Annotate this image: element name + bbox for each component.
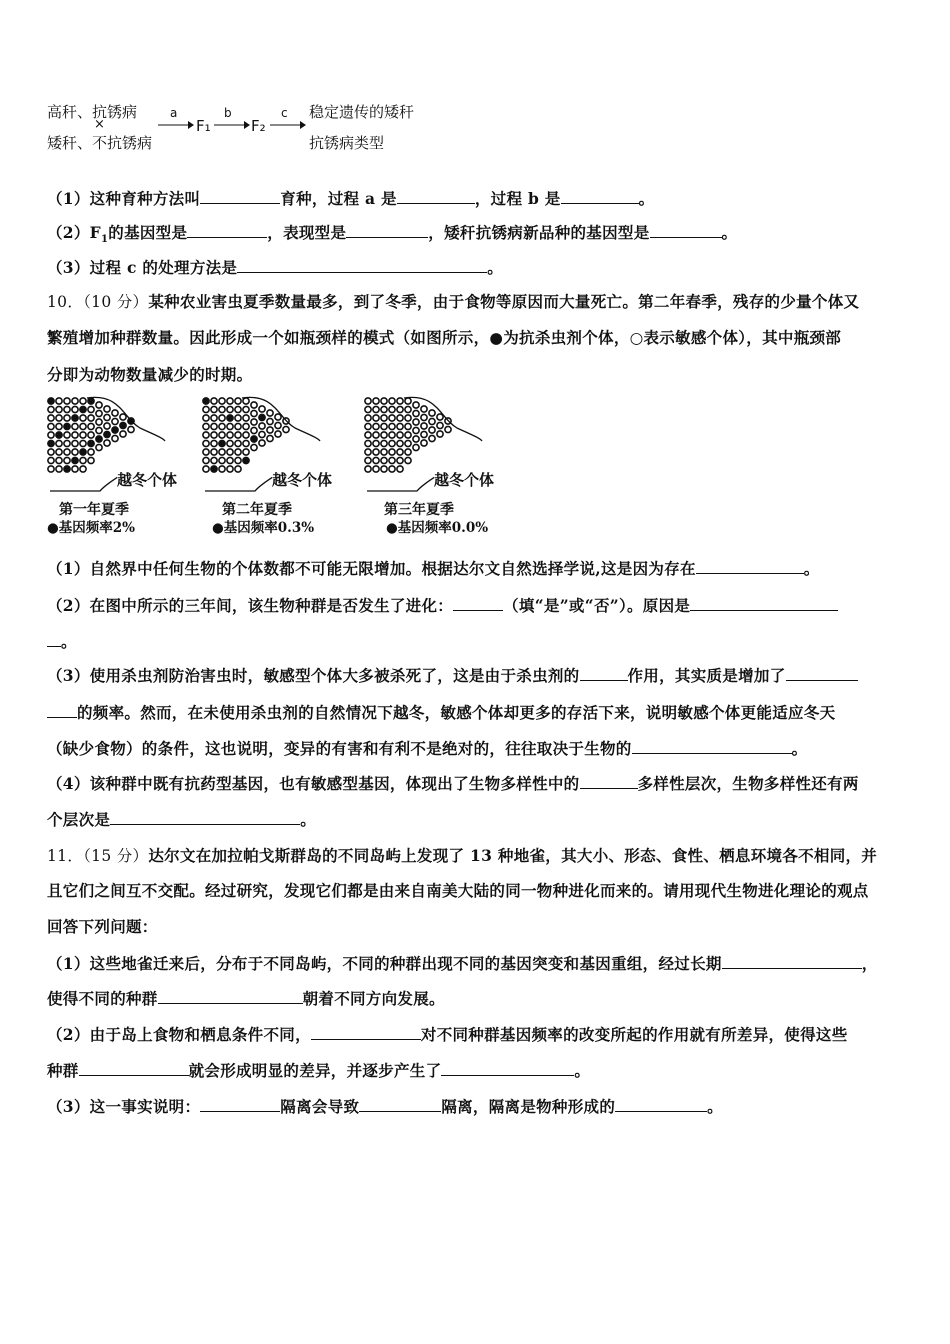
individual-dot — [243, 415, 249, 421]
individual-dot — [72, 415, 78, 421]
individual-dot — [275, 414, 281, 420]
individual-dot — [112, 435, 118, 441]
individual-dot — [219, 398, 225, 404]
individual-dot — [437, 422, 443, 428]
individual-dot — [56, 406, 62, 412]
individual-dot — [437, 431, 443, 437]
q10-part-3: （3）使用杀虫剂防治害虫时，敏感型个体大多被杀死了，这是由于杀虫剂的 作用，其实质是增加了 — [47, 664, 858, 686]
individual-dot — [227, 398, 233, 404]
individual-dot — [48, 406, 54, 412]
individual-dot — [120, 431, 126, 437]
individual-dot — [48, 398, 54, 404]
q11-part-1-cont: 使得不同的种群 朝着不同方向发展。 — [47, 989, 445, 1008]
individual-dot — [381, 440, 387, 446]
individual-dot — [413, 427, 419, 433]
individual-dot — [405, 398, 411, 404]
individual-dot — [421, 440, 427, 446]
cross-symbol: × — [94, 117, 105, 132]
q10-stem-line-3: 分即为动物数量减少的时期。 — [47, 365, 253, 384]
individual-dot — [64, 457, 70, 463]
individual-dot — [227, 466, 233, 472]
f2-label: F₂ — [251, 117, 266, 135]
individual-dot — [96, 410, 102, 416]
individual-dot — [251, 419, 257, 425]
winter-label: 越冬个体 — [272, 471, 333, 489]
individual-dot — [373, 432, 379, 438]
gene-frequency-label: ●基因频率2% — [47, 520, 136, 536]
individual-dot — [397, 406, 403, 412]
individual-dot — [96, 402, 102, 408]
individual-dot — [72, 423, 78, 429]
gene-frequency-label: ●基因频率0.0% — [386, 520, 489, 536]
q11-stem-line-3: 回答下列问题： — [47, 917, 158, 936]
answer-blank[interactable] — [79, 1061, 189, 1076]
individual-dot — [203, 457, 209, 463]
individual-dot — [80, 415, 86, 421]
individual-dot — [203, 406, 209, 412]
individual-dot — [251, 444, 257, 450]
f1-label: F₁ — [196, 117, 211, 135]
individual-dot — [413, 444, 419, 450]
individual-dot — [203, 432, 209, 438]
q10-part-3-cont: 的频率。然而，在未使用杀虫剂的自然情况下越冬，敏感个体却更多的存活下来，说明敏感个体更能适应冬天 — [47, 701, 835, 723]
answer-blank[interactable] — [690, 596, 838, 611]
q9-part-2: $(2)F_1$的基因型是 ，表现型是 ，矮秆抗锈病新品种的基因型是 。 — [47, 223, 738, 246]
individual-dot — [381, 423, 387, 429]
individual-dot — [381, 449, 387, 455]
individual-dot — [80, 466, 86, 472]
answer-blank[interactable] — [786, 666, 858, 681]
q11-part-1: （1）这些地雀迁来后，分布于不同岛屿，不同的种群出现不同的基因突变和基因重组，经过长期 ， — [47, 954, 878, 973]
individual-dot — [80, 440, 86, 446]
individual-dot — [405, 449, 411, 455]
individual-dot — [203, 398, 209, 404]
individual-dot — [203, 449, 209, 455]
individual-dot — [104, 440, 110, 446]
answer-blank[interactable] — [47, 703, 77, 718]
individual-dot — [235, 449, 241, 455]
individual-dot — [389, 457, 395, 463]
individual-dot — [235, 406, 241, 412]
individual-dot — [88, 457, 94, 463]
individual-dot — [56, 457, 62, 463]
answer-blank[interactable] — [722, 954, 862, 969]
individual-dot — [64, 449, 70, 455]
individual-dot — [80, 432, 86, 438]
individual-dot — [203, 440, 209, 446]
individual-dot — [381, 398, 387, 404]
individual-dot — [389, 449, 395, 455]
answer-blank[interactable] — [346, 223, 428, 238]
parent-2: 矮秆、不抗锈病 — [47, 134, 153, 152]
individual-dot — [405, 406, 411, 412]
individual-dot — [211, 440, 217, 446]
q10-part-2-cont: 。 — [47, 630, 77, 652]
individual-dot — [405, 457, 411, 463]
individual-dot — [211, 432, 217, 438]
individual-dot — [397, 466, 403, 472]
individual-dot — [80, 406, 86, 412]
individual-dot — [203, 423, 209, 429]
individual-dot — [243, 406, 249, 412]
individual-dot — [243, 398, 249, 404]
individual-dot — [80, 449, 86, 455]
individual-dot — [72, 457, 78, 463]
individual-dot — [48, 415, 54, 421]
individual-dot — [397, 449, 403, 455]
individual-dot — [381, 406, 387, 412]
individual-dot — [80, 457, 86, 463]
individual-dot — [235, 457, 241, 463]
result-line-1: 稳定遗传的矮秆 — [309, 103, 415, 121]
answer-blank[interactable] — [580, 774, 638, 789]
individual-dot — [72, 432, 78, 438]
individual-dot — [373, 398, 379, 404]
individual-dot — [227, 432, 233, 438]
individual-dot — [397, 415, 403, 421]
individual-dot — [88, 398, 94, 404]
individual-dot — [251, 436, 257, 442]
individual-dot — [211, 457, 217, 463]
answer-blank[interactable] — [158, 989, 303, 1004]
individual-dot — [227, 440, 233, 446]
individual-dot — [437, 414, 443, 420]
q10-part-2: （2）在图中所示的三年间，该生物种群是否发生了进化： （填“是”或“否”）。原因是 — [47, 594, 838, 616]
individual-dot — [227, 449, 233, 455]
individual-dot — [365, 415, 371, 421]
individual-dot — [64, 415, 70, 421]
individual-dot — [88, 432, 94, 438]
individual-dot — [88, 406, 94, 412]
individual-dot — [80, 398, 86, 404]
bottleneck-panel-year-3 — [362, 393, 512, 536]
individual-dot — [251, 410, 257, 416]
individual-dot — [72, 406, 78, 412]
individual-dot — [373, 440, 379, 446]
answer-blank[interactable] — [200, 189, 280, 204]
answer-blank[interactable] — [580, 666, 628, 681]
individual-dot — [64, 406, 70, 412]
arrow-c-icon — [270, 120, 306, 130]
individual-dot — [397, 423, 403, 429]
individual-dot — [72, 449, 78, 455]
individual-dot — [413, 436, 419, 442]
individual-dot — [373, 415, 379, 421]
individual-dot — [56, 432, 62, 438]
individual-dot — [72, 398, 78, 404]
individual-dot — [96, 444, 102, 450]
individual-dot — [219, 432, 225, 438]
individual-dot — [429, 427, 435, 433]
individual-dot — [365, 406, 371, 412]
individual-dot — [421, 414, 427, 420]
individual-dot — [112, 410, 118, 416]
q10-stem-line-1: 10．（10 分）某种农业害虫夏季数量最多，到了冬季，由于食物等原因而大量死亡。第二年春季，残存的少量个体又 — [47, 292, 860, 311]
individual-dot — [64, 398, 70, 404]
answer-blank[interactable] — [311, 1025, 421, 1040]
q10-part-3-cont-2: （缺少食物）的条件，这也说明，变异的有害和有利不是绝对的，往往取决于生物的 。 — [47, 739, 808, 758]
individual-dot — [413, 402, 419, 408]
individual-dot — [397, 457, 403, 463]
individual-dot — [48, 432, 54, 438]
step-c-label: c — [281, 106, 288, 120]
result-line-2: 抗锈病类型 — [309, 134, 385, 152]
q10-part-4: （4）该种群中既有抗药型基因，也有敏感型基因，体现出了生物多样性中的 多样性层次，生物多样性还有两 — [47, 774, 859, 793]
individual-dot — [219, 415, 225, 421]
individual-dot — [365, 432, 371, 438]
individual-dot — [373, 406, 379, 412]
individual-dot — [381, 466, 387, 472]
individual-dot — [88, 415, 94, 421]
individual-dot — [259, 414, 265, 420]
individual-dot — [235, 466, 241, 472]
answer-blank[interactable] — [696, 559, 804, 574]
individual-dot — [405, 415, 411, 421]
q9-part-3: （3）过程 c 的处理方法是 。 — [47, 258, 504, 277]
individual-dot — [365, 398, 371, 404]
individual-dot — [48, 466, 54, 472]
gene-frequency-label: ●基因频率0.3% — [212, 520, 315, 536]
individual-dot — [211, 449, 217, 455]
q9-part-1: （1）这种育种方法叫 育种，过程 a 是 ，过程 b 是 。 — [47, 189, 655, 208]
individual-dot — [56, 398, 62, 404]
bottleneck-panel-year-2 — [200, 393, 350, 536]
arrow-a-icon — [158, 120, 194, 130]
answer-blank[interactable] — [615, 1097, 707, 1112]
answer-blank[interactable] — [47, 632, 61, 647]
individual-dot — [219, 406, 225, 412]
q11-part-2-cont: 种群 就会形成明显的差异，并逐步产生了 。 — [47, 1061, 591, 1080]
individual-dot — [389, 398, 395, 404]
winter-label: 越冬个体 — [117, 471, 178, 489]
individual-dot — [381, 432, 387, 438]
individual-dot — [211, 398, 217, 404]
individual-dot — [373, 466, 379, 472]
individual-dot — [112, 427, 118, 433]
individual-dot — [259, 423, 265, 429]
individual-dot — [267, 418, 273, 424]
individual-dot — [429, 435, 435, 441]
individual-dot — [120, 414, 126, 420]
individual-dot — [259, 406, 265, 412]
individual-dot — [48, 457, 54, 463]
answer-blank[interactable] — [632, 739, 792, 754]
individual-dot — [104, 414, 110, 420]
step-a-label: a — [170, 106, 178, 120]
answer-blank[interactable] — [110, 810, 300, 825]
individual-dot — [219, 457, 225, 463]
q11-stem-line-2: 且它们之间互不交配。经过研究，发现它们都是由来自南美大陆的同一物种进化而来的。请用现代生物进化理论的观点 — [47, 881, 869, 900]
season-label: 第三年夏季 — [384, 502, 454, 518]
individual-dot — [88, 449, 94, 455]
q11-stem-line-1: 11．（15 分）达尔文在加拉帕戈斯群岛的不同岛屿上发现了 13 种地雀，其大小、形态、食性、栖息环境各不相同，并 — [47, 846, 878, 865]
individual-dot — [64, 440, 70, 446]
individual-dot — [48, 423, 54, 429]
individual-dot — [397, 432, 403, 438]
individual-dot — [405, 440, 411, 446]
individual-dot — [365, 466, 371, 472]
q10-part-1: （1）自然界中任何生物的个体数都不可能无限增加。根据达尔文自然选择学说,这是因为存在 。 — [47, 559, 820, 578]
individual-dot — [235, 440, 241, 446]
individual-dot — [96, 427, 102, 433]
q10-stem-line-2: 繁殖增加种群数量。因此形成一个如瓶颈样的模式（如图所示，●为抗杀虫剂个体，○表示敏感个体），其中瓶颈部 — [47, 328, 842, 347]
individual-dot — [275, 431, 281, 437]
q10-part-4-cont: 个层次是 。 — [47, 810, 317, 829]
individual-dot — [243, 423, 249, 429]
individual-dot — [413, 419, 419, 425]
individual-dot — [64, 466, 70, 472]
individual-dot — [120, 422, 126, 428]
individual-dot — [243, 432, 249, 438]
individual-dot — [251, 402, 257, 408]
individual-dot — [64, 432, 70, 438]
individual-dot — [421, 406, 427, 412]
winter-label: 越冬个体 — [434, 471, 495, 489]
individual-dot — [389, 423, 395, 429]
individual-dot — [211, 466, 217, 472]
individual-dot — [373, 457, 379, 463]
individual-dot — [389, 440, 395, 446]
individual-dot — [104, 406, 110, 412]
individual-dot — [259, 440, 265, 446]
individual-dot — [104, 431, 110, 437]
individual-dot — [219, 440, 225, 446]
individual-dot — [211, 423, 217, 429]
individual-dot — [445, 426, 451, 432]
answer-blank[interactable] — [237, 258, 487, 273]
individual-dot — [421, 423, 427, 429]
individual-dot — [56, 449, 62, 455]
individual-dot — [235, 432, 241, 438]
answer-blank[interactable] — [187, 223, 267, 238]
individual-dot — [235, 398, 241, 404]
individual-dot — [235, 423, 241, 429]
individual-dot — [243, 449, 249, 455]
season-label: 第二年夏季 — [222, 502, 292, 518]
individual-dot — [203, 415, 209, 421]
individual-dot — [373, 423, 379, 429]
individual-dot — [259, 431, 265, 437]
individual-dot — [365, 457, 371, 463]
parent-1: 高秆、抗锈病 — [47, 103, 138, 121]
step-b-label: b — [224, 106, 232, 120]
individual-dot — [389, 406, 395, 412]
individual-dot — [211, 406, 217, 412]
individual-dot — [381, 415, 387, 421]
individual-dot — [373, 449, 379, 455]
individual-dot — [227, 457, 233, 463]
individual-dot — [227, 406, 233, 412]
individual-dot — [381, 457, 387, 463]
individual-dot — [389, 432, 395, 438]
answer-blank[interactable] — [397, 189, 475, 204]
individual-dot — [112, 418, 118, 424]
individual-dot — [275, 422, 281, 428]
individual-dot — [235, 415, 241, 421]
individual-dot — [413, 410, 419, 416]
individual-dot — [243, 457, 249, 463]
individual-dot — [421, 431, 427, 437]
individual-dot — [227, 415, 233, 421]
individual-dot — [203, 466, 209, 472]
individual-dot — [389, 466, 395, 472]
answer-blank[interactable] — [359, 1097, 441, 1112]
individual-dot — [243, 440, 249, 446]
individual-dot — [389, 415, 395, 421]
answer-blank[interactable] — [200, 1097, 280, 1112]
individual-dot — [64, 423, 70, 429]
individual-dot — [48, 449, 54, 455]
individual-dot — [397, 398, 403, 404]
individual-dot — [80, 423, 86, 429]
individual-dot — [429, 410, 435, 416]
individual-dot — [365, 440, 371, 446]
season-label: 第一年夏季 — [59, 502, 129, 518]
answer-blank[interactable] — [650, 223, 722, 238]
q11-part-2: （2）由于岛上食物和栖息条件不同， 对不同种群基因频率的改变所起的作用就有所差异，使得这些 — [47, 1025, 848, 1044]
individual-dot — [56, 423, 62, 429]
individual-dot — [48, 440, 54, 446]
individual-dot — [365, 449, 371, 455]
individual-dot — [405, 423, 411, 429]
arrow-b-icon — [214, 120, 250, 130]
individual-dot — [72, 466, 78, 472]
individual-dot — [72, 440, 78, 446]
individual-dot — [56, 466, 62, 472]
answer-blank[interactable] — [561, 189, 639, 204]
individual-dot — [219, 423, 225, 429]
answer-blank[interactable] — [441, 1061, 574, 1076]
bottleneck-panel-year-1 — [45, 393, 195, 536]
individual-dot — [405, 432, 411, 438]
individual-dot — [429, 418, 435, 424]
individual-dot — [227, 423, 233, 429]
individual-dot — [96, 436, 102, 442]
individual-dot — [219, 466, 225, 472]
answer-blank[interactable] — [453, 596, 503, 611]
individual-dot — [88, 440, 94, 446]
individual-dot — [88, 423, 94, 429]
individual-dot — [211, 415, 217, 421]
individual-dot — [365, 423, 371, 429]
individual-dot — [104, 423, 110, 429]
individual-dot — [267, 427, 273, 433]
individual-dot — [128, 426, 134, 432]
individual-dot — [219, 449, 225, 455]
individual-dot — [96, 419, 102, 425]
q11-part-3: （3）这一事实说明： 隔离会导致 隔离，隔离是物种形成的 。 — [47, 1097, 723, 1116]
individual-dot — [397, 440, 403, 446]
individual-dot — [267, 435, 273, 441]
individual-dot — [267, 410, 273, 416]
individual-dot — [56, 415, 62, 421]
individual-dot — [283, 426, 289, 432]
individual-dot — [251, 427, 257, 433]
individual-dot — [56, 440, 62, 446]
